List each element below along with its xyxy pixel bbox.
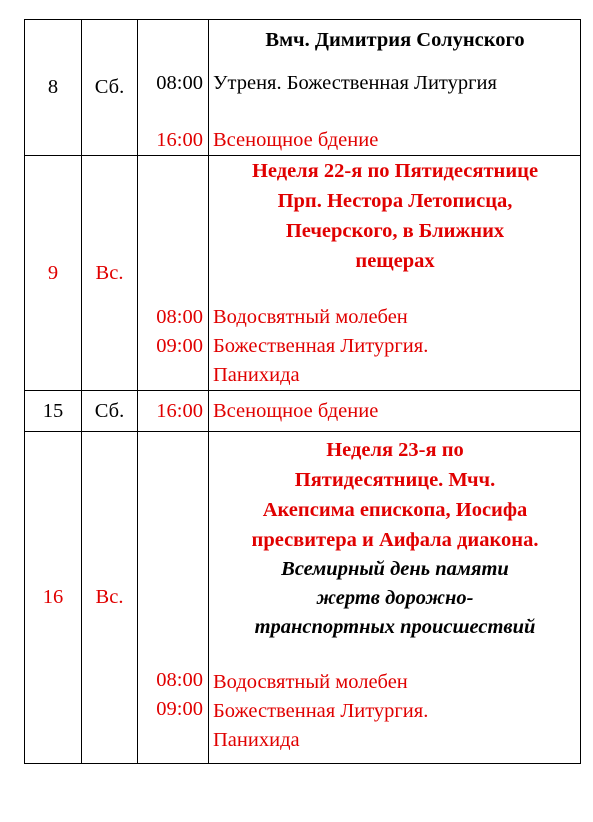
event-cell xyxy=(209,20,581,156)
service-text: Божественная Литургия. xyxy=(213,700,429,722)
weekday: Сб. xyxy=(82,20,138,156)
schedule-table xyxy=(24,19,581,764)
service-time: 09:00 xyxy=(156,335,203,357)
feast-heading-line: Неделя 23-я по xyxy=(326,439,464,461)
weekday: Вс. xyxy=(82,432,138,764)
feast-heading-line: Неделя 22-я по Пятидесятнице xyxy=(251,160,539,182)
service-time: 16:00 xyxy=(156,129,203,151)
schedule-row xyxy=(25,432,581,764)
day-number: 15 xyxy=(25,391,82,432)
service-text: Водосвятный молебен xyxy=(213,306,408,328)
time-cell xyxy=(138,391,209,432)
service-time: 08:00 xyxy=(156,669,203,691)
time-cell xyxy=(138,20,209,156)
service-text: Всенощное бдение xyxy=(213,400,379,422)
feast-heading-line: Печерского, в Ближних xyxy=(285,220,505,242)
memorial-subheading-line: жертв дорожно- xyxy=(316,587,474,609)
schedule-row xyxy=(25,391,581,432)
service-text: Панихида xyxy=(213,729,300,751)
day-number: 8 xyxy=(25,20,82,156)
event-cell xyxy=(209,156,581,391)
service-time: 08:00 xyxy=(156,306,203,328)
memorial-subheading-line: транспортных происшествий xyxy=(254,616,536,638)
event-cell xyxy=(209,391,581,432)
memorial-subheading-line: Всемирный день памяти xyxy=(281,558,509,580)
day-number: 16 xyxy=(25,432,82,764)
service-text: Божественная Литургия. xyxy=(213,335,429,357)
feast-heading-line: Пятидесятнице. Мчч. xyxy=(294,469,496,491)
feast-heading-line: пресвитера и Аифала диакона. xyxy=(251,529,539,551)
feast-heading-line: пещерах xyxy=(355,250,435,272)
feast-heading-line: Прп. Нестора Летописца, xyxy=(277,190,513,212)
feast-heading: Вмч. Димитрия Солунского xyxy=(265,29,525,51)
feast-heading-line: Акепсима епископа, Иосифа xyxy=(262,499,528,521)
service-time: 09:00 xyxy=(156,698,203,720)
event-cell xyxy=(209,432,581,764)
time-cell xyxy=(138,156,209,391)
service-time: 08:00 xyxy=(156,72,203,94)
service-text: Панихида xyxy=(213,364,300,386)
service-text: Водосвятный молебен xyxy=(213,671,408,693)
weekday: Сб. xyxy=(82,391,138,432)
schedule-row xyxy=(25,20,581,156)
time-cell xyxy=(138,432,209,764)
weekday: Вс. xyxy=(82,156,138,391)
service-text: Всенощное бдение xyxy=(213,129,379,151)
day-number: 9 xyxy=(25,156,82,391)
service-time: 16:00 xyxy=(156,400,203,422)
service-text: Утреня. Божественная Литургия xyxy=(213,72,497,94)
schedule-row xyxy=(25,156,581,391)
